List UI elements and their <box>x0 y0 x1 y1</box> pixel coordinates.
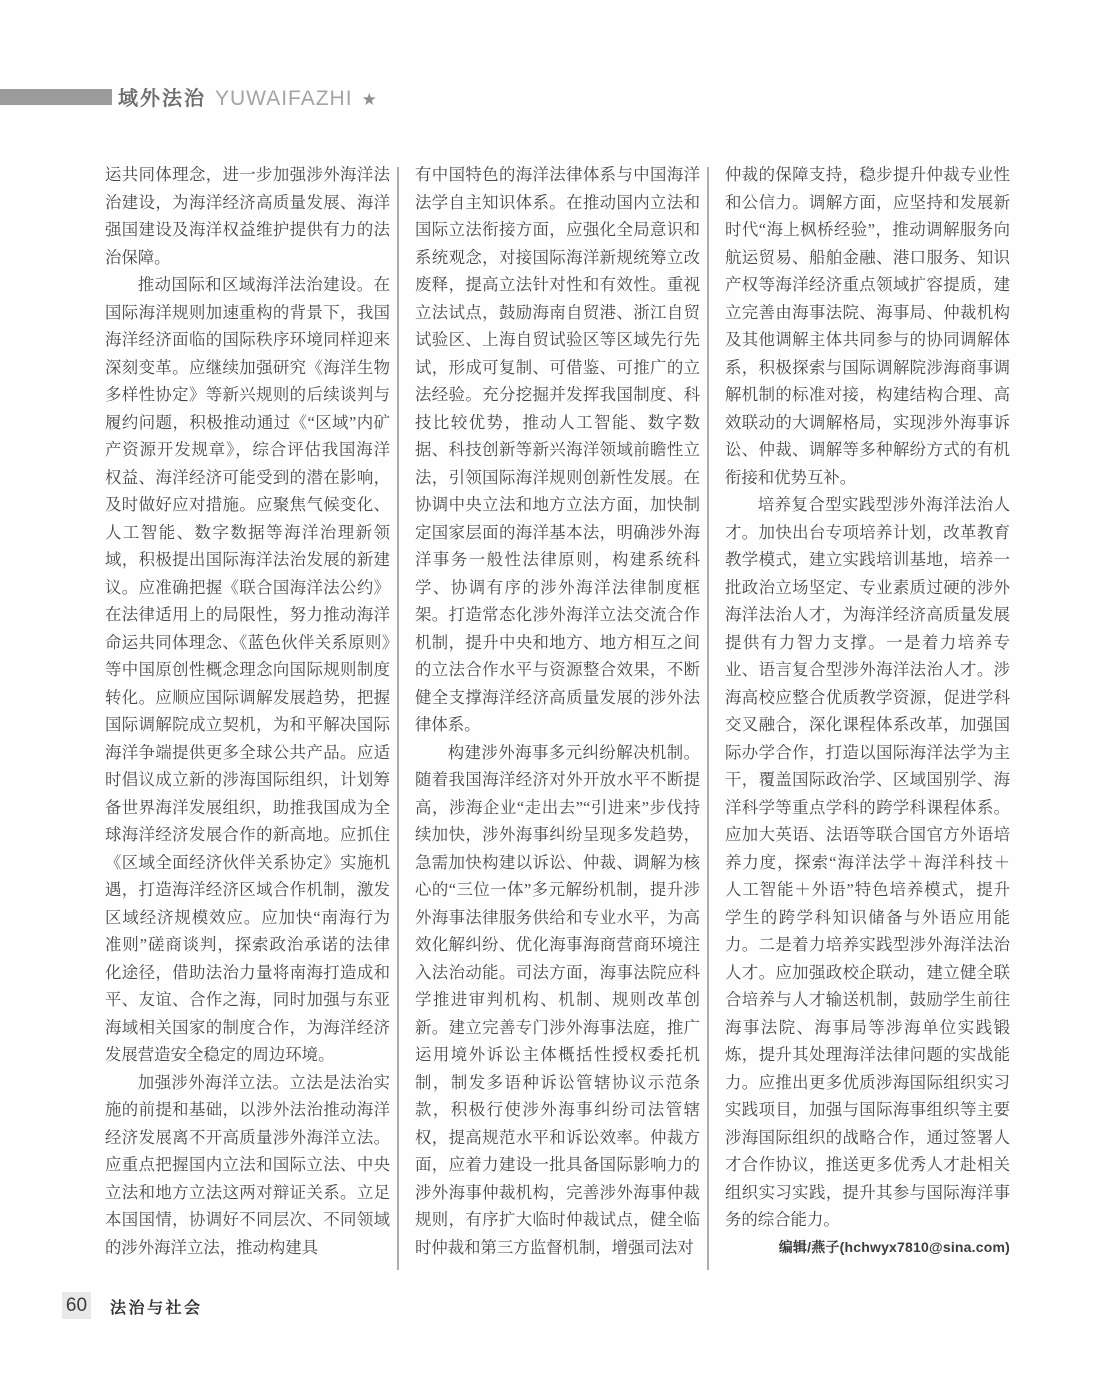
section-header-bar <box>0 89 112 105</box>
journal-name: 法治与社会 <box>110 1300 203 1317</box>
paragraph: 培养复合型实践型涉外海洋法治人才。加快出台专项培养计划，改革教育教学模式，建立实践培训基地，培养一批政治立场坚定、专业素质过硬的涉外海洋法治人才，为海洋经济高质量发展提供有力智力支撑。一是着力培养专业、语言复合型涉外海洋法治人才。涉海高校应整合优质教学资源，促进学科交叉融合，深化课程体系改革，加强国际办学合作，打造以国际海洋法学为主干，覆盖国际政治学、区域国别学、海洋科学等重点学科的跨学科课程体系。应加大英语、法语等联合国官方外语培养力度，探索“海洋法学＋海洋科技＋人工智能＋外语”特色培养模式，提升学生的跨学科知识储备与外语应用能力。二是着力培养实践型涉外海洋法治人才。应加强政校企联动，建立健全联合培养与人才输送机制，鼓励学生前往海事法院、海事局等涉海单位实践锻炼，提升其处理海洋法律问题的实战能力。应推出更多优质涉海国际组织实习实践项目，加强与国际海事组织等主要涉海国际组织的战略合作，通过签署人才合作协议，推送更多优秀人才赴相关组织实习实践，提升其参与国际海洋事务的综合能力。 <box>725 495 1010 1229</box>
paragraph: 推动国际和区域海洋法治建设。在国际海洋规则加速重构的背景下，我国海洋经济面临的国际秩序环境同样迎来深刻变革。应继续加强研究《海洋生物多样性协定》等新兴规则的后续谈判与履约问题，积极推动通过《“区域”内矿产资源开发规章》，综合评估我国海洋权益、海洋经济可能受到的潜在影响，及时做好应对措施。应聚焦气候变化、人工智能、数字数据等海洋治理新领域，积极提出国际海洋法治发展的新建议。应准确把握《联合国海洋法公约》在法律适用上的局限性，努力推动海洋命运共同体理念、《蓝色伙伴关系原则》等中国原创性概念理念向国际规则制度转化。应顺应国际调解发展趋势，把握国际调解院成立契机，为和平解决国际海洋争端提供更多全球公共产品。应适时倡议成立新的涉海国际组织，计划筹备世界海洋发展组织，助推我国成为全球海洋经济发展合作的新高地。应抓住《区域全面经济伙伴关系协定》实施机遇，打造海洋经济区域合作机制，激发区域经济规模效应。应加快“南海行为准则”磋商谈判，探索政治承诺的法律化途径，借助法治力量将南海打造成和平、友谊、合作之海，同时加强与东亚海域相关国家的制度合作，为海洋经济发展营造安全稳定的周边环境。 <box>105 275 390 1064</box>
column-divider <box>707 167 709 1270</box>
text-column-3 <box>725 161 1010 1261</box>
text-column-2 <box>415 161 700 1261</box>
star-icon: ★ <box>361 90 377 109</box>
paragraph-continuation: 运共同体理念，进一步加强涉外海洋法治建设，为海洋经济高质量发展、海洋强国建设及海洋权益维护提供有力的法治保障。 <box>105 165 390 267</box>
paragraph-continuation: 仲裁的保障支持，稳步提升仲裁专业性和公信力。调解方面，应坚持和发展新时代“海上枫桥经验”，推动调解服务向航运贸易、船舶金融、港口服务、知识产权等海洋经济重点领域扩容提质，建立完善由海事法院、海事局、仲裁机构及其他调解主体共同参与的协同调解体系，积极探索与国际调解院涉海商事调解机制的标准对接，构建结构合理、高效联动的大调解格局，实现涉外海事诉讼、仲裁、调解等多种解纷方式的有机衔接和优势互补。 <box>725 165 1010 487</box>
column-divider <box>397 167 399 1270</box>
paragraph: 构建涉外海事多元纠纷解决机制。随着我国海洋经济对外开放水平不断提高，涉海企业“走出去”“引进来”步伐持续加快，涉外海事纠纷呈现多发趋势，急需加快构建以诉讼、仲裁、调解为核心的“三位一体”多元解纷机制，提升涉外海事法律服务供给和专业水平，为高效化解纠纷、优化海事海商营商环境注入法治动能。司法方面，海事法院应科学推进审判机构、机制、规则改革创新。建立完善专门涉外海事法庭，推广运用境外诉讼主体概括性授权委托机制，制发多语种诉讼管辖协议示范条款，积极行使涉外海事纠纷司法管辖权，提高规范水平和诉讼效率。仲裁方面，应着力建设一批具备国际影响力的涉外海事仲裁机构，完善涉外海事仲裁规则，有序扩大临时仲裁试点，健全临时仲裁和第三方监督机制，增强司法对 <box>415 742 700 1257</box>
editor-credit: 编辑/燕子(hchwyx7810@sina.com) <box>778 1238 1010 1255</box>
paragraph-continuation: 有中国特色的海洋法律体系与中国海洋法学自主知识体系。在推动国内立法和国际立法衔接方面，应强化全局意识和系统观念，对接国际海洋新规统筹立改废释，提高立法针对性和有效性。重视立法试点，鼓励海南自贸港、浙江自贸试验区、上海自贸试验区等区域先行先试，形成可复制、可借鉴、可推广的立法经验。充分挖掘并发挥我国制度、科技比较优势，推动人工智能、数字数据、科技创新等新兴海洋领域前瞻性立法，引领国际海洋规则创新性发展。在协调中央立法和地方立法方面，加快制定国家层面的海洋基本法，明确涉外海洋事务一般性法律原则，构建系统科学、协调有序的涉外海洋法律制度框架。打造常态化涉外海洋立法交流合作机制，提升中央和地方、地方相互之间的立法合作水平与资源整合效果，不断健全支撑海洋经济高质量发展的涉外法律体系。 <box>415 165 700 734</box>
paragraph: 加强涉外海洋立法。立法是法治实施的前提和基础，以涉外法治推动海洋经济发展离不开高质量涉外海洋立法。应重点把握国内立法和国际立法、中央立法和地方立法这两对辩证关系。立足本国国情，协调好不同层次、不同领域的涉外海洋立法，推动构建具 <box>105 1072 390 1257</box>
section-title-cn: 域外法治 <box>118 88 206 110</box>
section-title-pinyin: YUWAIFAZHI <box>215 87 353 110</box>
text-column-1 <box>105 161 390 1261</box>
page-number: 60 <box>62 1292 91 1319</box>
section-header <box>118 82 377 111</box>
